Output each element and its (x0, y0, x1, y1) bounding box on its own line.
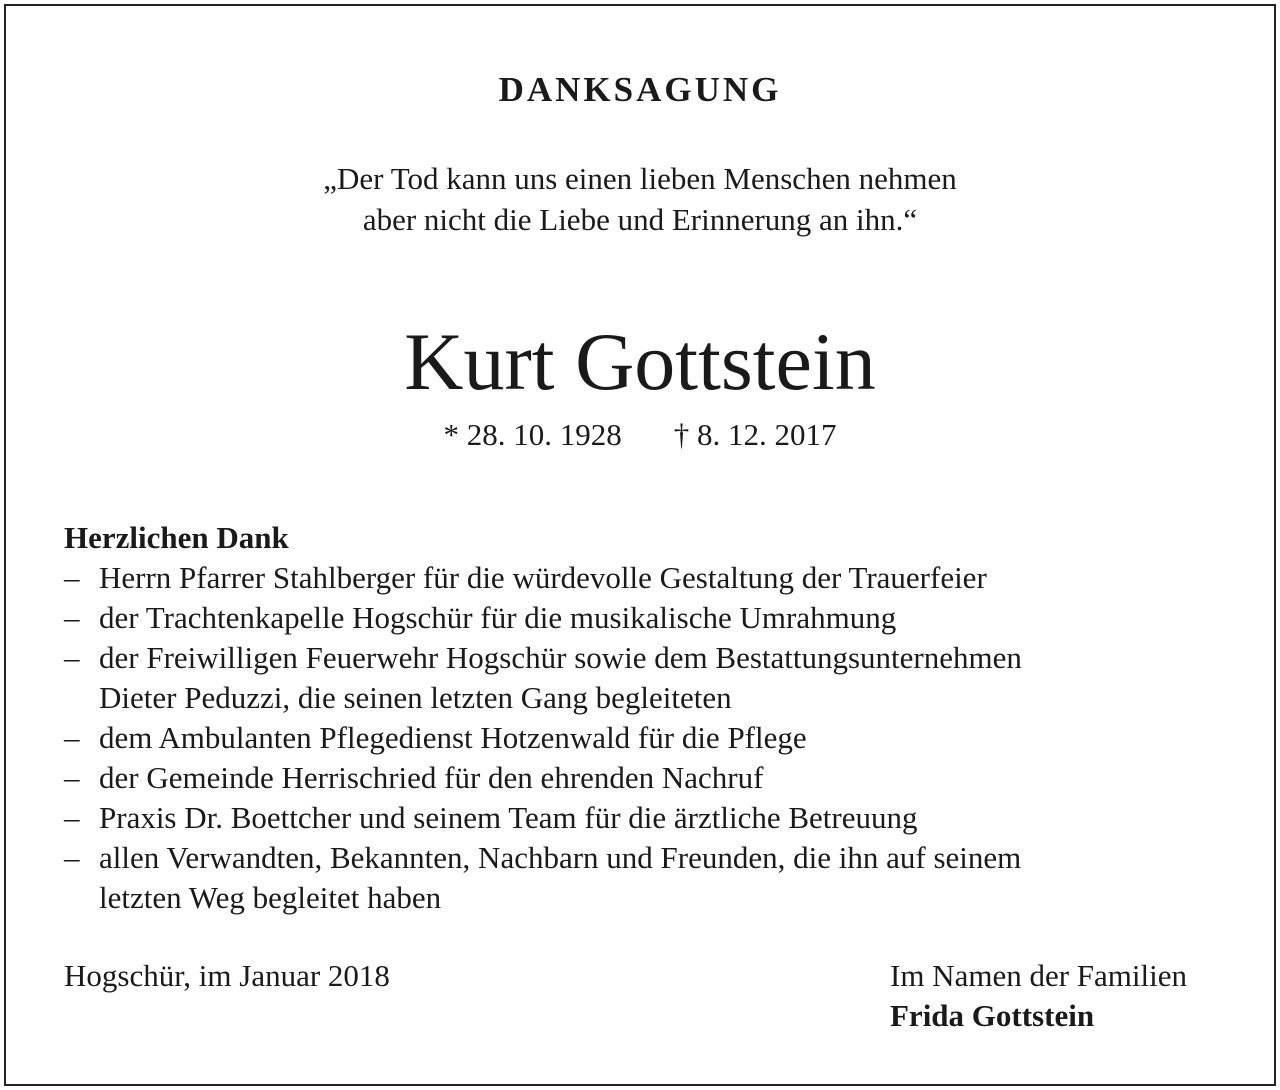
list-item-text: der Trachtenkapelle Hogschür für die musikalische Umrahmung (99, 600, 897, 635)
list-item (64, 758, 1224, 798)
place-date: Hogschür, im Januar 2018 (64, 958, 390, 993)
list-item-text: dem Ambulanten Pflegedienst Hotzenwald für die Pflege (99, 720, 807, 755)
dash-bullet: – (64, 840, 80, 875)
signer-name: Frida Gottstein (890, 998, 1095, 1033)
quote-line: „Der Tod kann uns einen lieben Menschen nehmen (323, 161, 957, 196)
list-item (64, 638, 1224, 718)
dash-bullet: – (64, 600, 80, 635)
birth-date: * 28. 10. 1928 (443, 417, 622, 452)
dash-bullet: – (64, 800, 80, 835)
death-date: † 8. 12. 2017 (673, 417, 837, 452)
thanks-list (64, 558, 1224, 918)
list-item-text: letzten Weg begleitet haben (99, 880, 442, 915)
dash-bullet: – (64, 760, 80, 795)
list-item (64, 838, 1224, 918)
deceased-name: Kurt Gottstein (404, 316, 876, 407)
list-item (64, 558, 1224, 598)
notice-heading: DANKSAGUNG (498, 70, 782, 109)
signature-block (890, 956, 1187, 1036)
list-item-text: Praxis Dr. Boettcher und seinem Team für die ärztliche Betreuung (99, 800, 918, 835)
list-item-text: der Gemeinde Herrischried für den ehrenden Nachruf (99, 760, 764, 795)
list-item (64, 598, 1224, 638)
on-behalf-label: Im Namen der Familien (890, 958, 1187, 993)
quote (0, 158, 1280, 240)
list-item-text: Herrn Pfarrer Stahlberger für die würdevolle Gestaltung der Trauerfeier (99, 560, 987, 595)
dash-bullet: – (64, 640, 80, 675)
life-dates (0, 416, 1280, 454)
list-item (64, 798, 1224, 838)
quote-line: aber nicht die Liebe und Erinnerung an ihn.“ (362, 202, 918, 237)
list-item (64, 718, 1224, 758)
thanks-section (64, 518, 1224, 918)
dash-bullet: – (64, 720, 80, 755)
list-item-text: der Freiwilligen Feuerwehr Hogschür sowie dem Bestattungsunternehmen (99, 640, 1022, 675)
thanks-title: Herzlichen Dank (64, 520, 289, 555)
list-item-text: allen Verwandten, Bekannten, Nachbarn und Freunden, die ihn auf seinem (99, 840, 1022, 875)
list-item-text: Dieter Peduzzi, die seinen letzten Gang begleiteten (99, 680, 732, 715)
dash-bullet: – (64, 560, 80, 595)
